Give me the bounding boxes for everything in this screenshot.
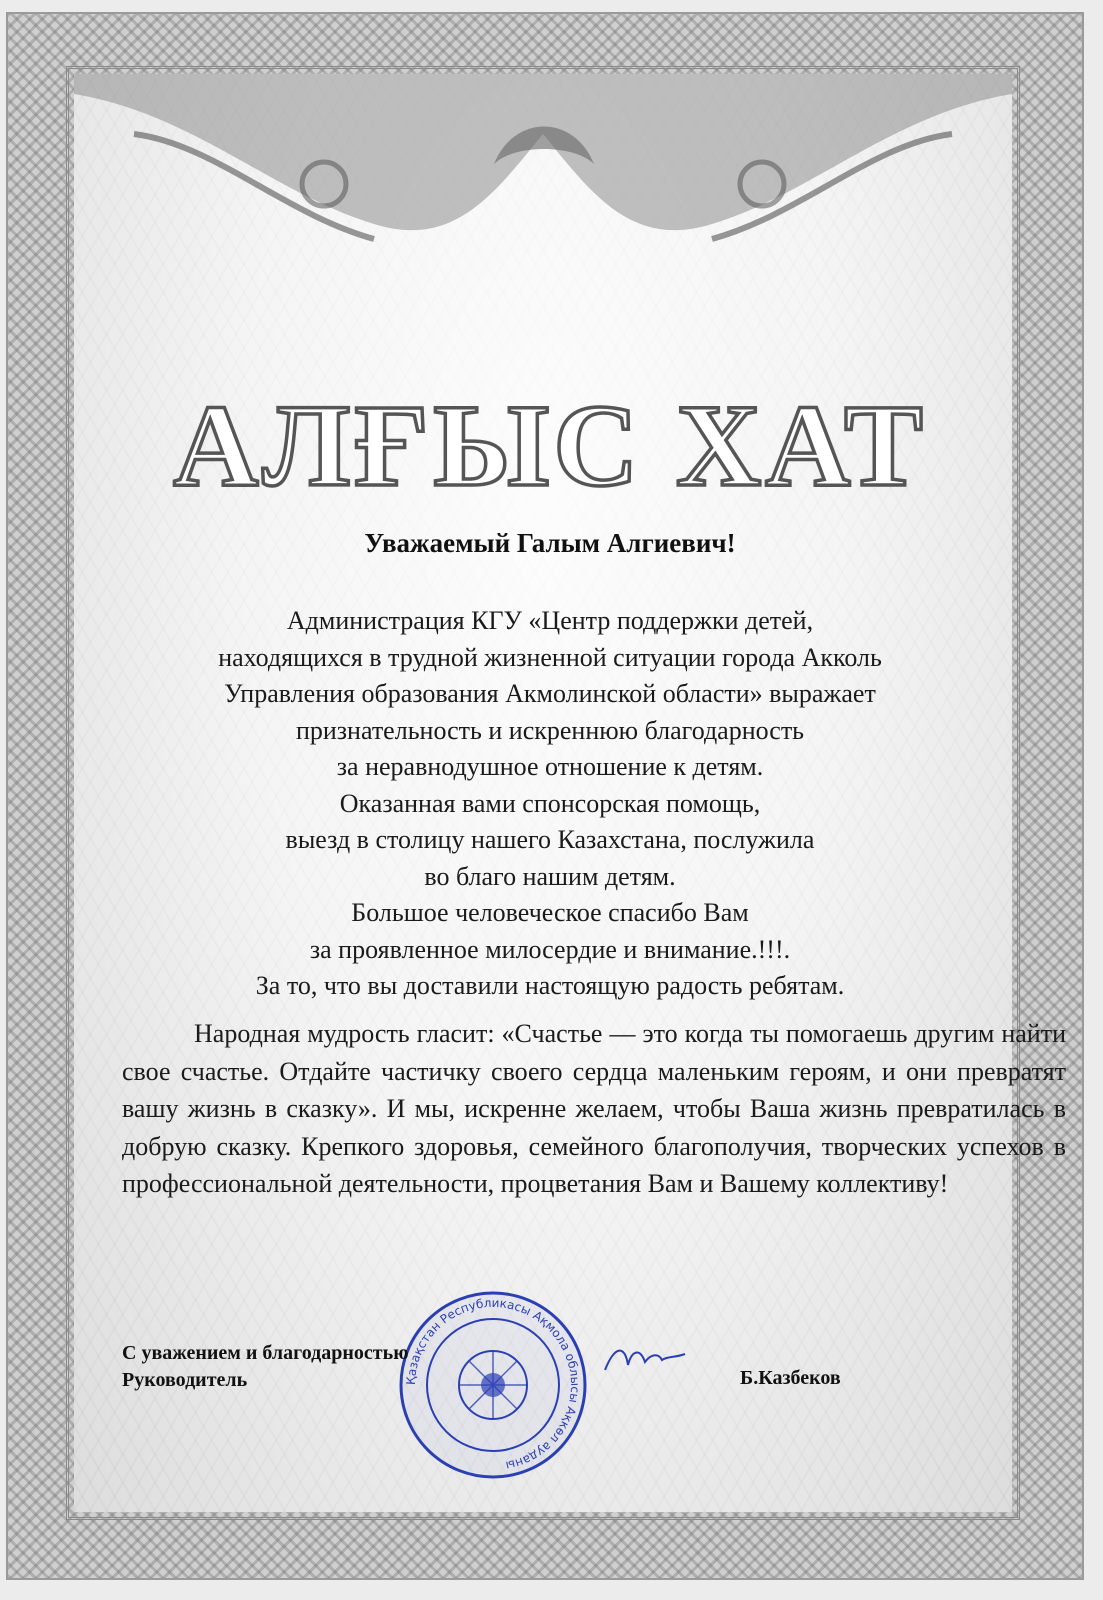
stamp-ring-text: Қазақстан Республикасы Ақмола облысы Ақкөл ауданы (403, 1295, 583, 1473)
body-line: во благо нашим детям. (424, 861, 676, 891)
body-line: Управления образования Акмолинской области» выражает (224, 679, 876, 708)
closing-block (122, 1340, 408, 1394)
body-line: признательность и искреннюю благодарность (295, 715, 805, 745)
body-line: находящихся в трудной жизненной ситуации города Акколь (218, 642, 882, 672)
signer-name: Б.Казбеков (740, 1367, 841, 1389)
body-paragraph: Народная мудрость гласит: «Счастье — это когда ты помогаешь другим найти свое счастье. Отдайте частичку своего сердца маленьким героям, и они превратят вашу жизнь в сказку». И мы, искренне желаем, чтобы Ваша жизнь превратилась в добрую сказку. Крепкого здоровья, семейного благополучия, творческих успехов в профессиональной деятельности, процветания Вам и Вашему коллективу! (122, 1019, 1066, 1198)
top-ornament (74, 74, 1012, 304)
body-centered (120, 603, 980, 1005)
closing-line: С уважением и благодарностью (122, 1342, 409, 1364)
body-line: Большое человеческое спасибо Вам (351, 898, 749, 927)
official-stamp (398, 1290, 588, 1480)
body-line: за проявленное милосердие и внимание.!!!. (309, 934, 791, 964)
greeting: Уважаемый Галым Алгиевич! (364, 528, 736, 558)
body-line: за неравнодушное отношение к детям. (336, 752, 764, 781)
heading (170, 385, 930, 505)
heading-text: АЛҒЫС ХАТ (173, 385, 927, 505)
body-line: Администрация КГУ «Центр поддержки детей, (286, 606, 814, 635)
closing-role: Руководитель (122, 1369, 248, 1391)
signature (600, 1340, 690, 1380)
body-line: За то, что вы доставили настоящую радость ребятам. (255, 971, 845, 1000)
body-line: выезд в столицу нашего Казахстана, послужила (285, 825, 815, 854)
body-line: Оказанная вами спонсорская помощь, (339, 788, 761, 818)
